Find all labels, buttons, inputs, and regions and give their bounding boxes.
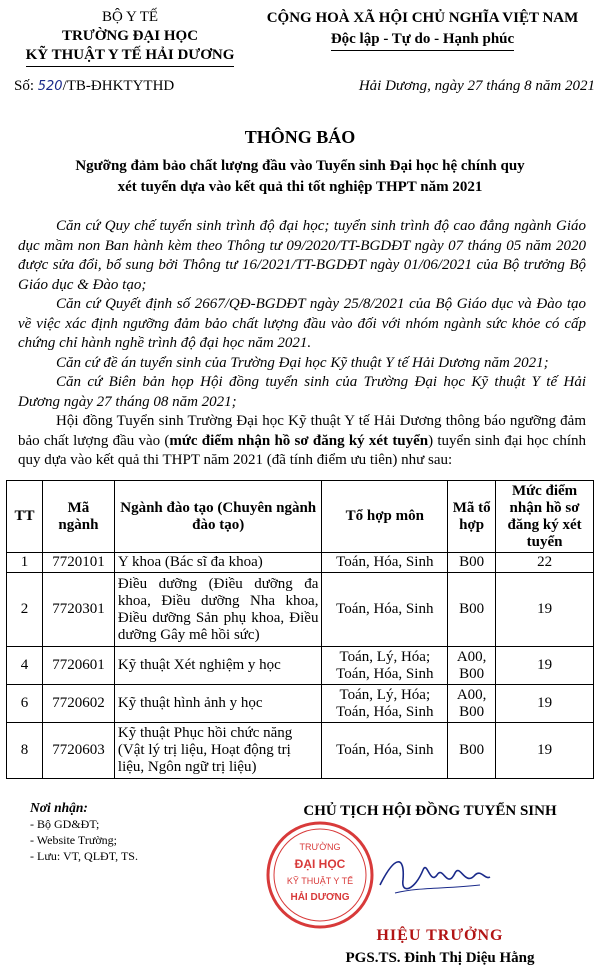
- recipient-item: - Website Trường;: [30, 833, 118, 847]
- cell-combo: Toán, Hóa, Sinh: [322, 573, 448, 647]
- ministry-name: BỘ Y TẾ: [101, 9, 159, 25]
- cell-score: 19: [496, 573, 594, 647]
- cell-score: 22: [496, 553, 594, 573]
- document-subtitle: [30, 156, 570, 198]
- announcement-text-bold: mức điểm nhận hồ sơ đăng ký xét tuyển: [169, 432, 429, 449]
- table-row: [7, 553, 594, 573]
- table-row: [7, 723, 594, 779]
- national-motto: Độc lập - Tự do - Hạnh phúc: [331, 29, 514, 51]
- national-heading: [245, 8, 600, 51]
- cell-code: 7720301: [42, 573, 114, 647]
- republic-name: CỘNG HOÀ XÃ HỘI CHỦ NGHĨA VIỆT NAM: [266, 10, 579, 26]
- signer-role: HIỆU TRƯỞNG: [376, 927, 504, 944]
- cell-major: Điều dưỡng (Điều dưỡng đa khoa, Điều dưỡng Nha khoa, Điều dưỡng Sản phụ khoa, Điều dưỡng Gây mê hồi sức): [114, 573, 322, 647]
- cell-major: Kỹ thuật hình ảnh y học: [114, 685, 322, 723]
- place-date: Hải Dương, ngày 27 tháng 8 năm 2021: [358, 78, 595, 94]
- cell-tt: 4: [7, 647, 43, 685]
- cell-score: 19: [496, 647, 594, 685]
- table-row: [7, 647, 594, 685]
- cell-combo: Toán, Lý, Hóa; Toán, Hóa, Sinh: [322, 647, 448, 685]
- announcement-paragraph: [18, 412, 586, 471]
- cell-major: Kỹ thuật Xét nghiệm y học: [114, 647, 322, 685]
- document-number-suffix: /TB-ĐHKTYTHD: [62, 78, 175, 94]
- recipients-block: [30, 800, 260, 864]
- cell-combo-code: A00, B00: [448, 647, 496, 685]
- table-header-row: [7, 481, 594, 553]
- header-major: Ngành đào tạo (Chuyên ngành đào tạo): [114, 481, 322, 553]
- cell-combo-code: B00: [448, 573, 496, 647]
- chair-title: CHỦ TỊCH HỘI ĐỒNG TUYỂN SINH: [303, 803, 557, 819]
- document-body: [18, 217, 586, 471]
- cell-combo: Toán, Hóa, Sinh: [322, 723, 448, 779]
- cell-code: 7720603: [42, 723, 114, 779]
- cell-combo-code: A00, B00: [448, 685, 496, 723]
- cell-code: 7720101: [42, 553, 114, 573]
- header-combo: Tổ hợp môn: [322, 481, 448, 553]
- cell-score: 19: [496, 685, 594, 723]
- document-number-prefix: Số:: [14, 78, 38, 94]
- recipients-heading: Nơi nhận:: [30, 800, 88, 815]
- cell-code: 7720602: [42, 685, 114, 723]
- signer-name: PGS.TS. Đinh Thị Diệu Hằng: [345, 950, 535, 966]
- header-tt: TT: [7, 481, 43, 553]
- document-number: [14, 78, 174, 95]
- seal-text-1: TRƯỜNG: [299, 842, 341, 852]
- signature-icon: [375, 845, 495, 905]
- university-name-line2: KỸ THUẬT Y TẾ HẢI DƯƠNG: [26, 46, 235, 67]
- cell-major: Kỹ thuật Phục hồi chức năng (Vật lý trị liệu, Hoạt động trị liệu, Ngôn ngữ trị liệu): [114, 723, 322, 779]
- cell-tt: 1: [7, 553, 43, 573]
- subtitle-line-2: xét tuyển dựa vào kết quả thi tốt nghiệp THPT năm 2021: [117, 179, 483, 195]
- header-combo-code: Mã tổ hợp: [448, 481, 496, 553]
- document-title: THÔNG BÁO: [244, 127, 356, 147]
- cell-code: 7720601: [42, 647, 114, 685]
- table-row: [7, 685, 594, 723]
- university-name-line1: TRƯỜNG ĐẠI HỌC: [61, 28, 199, 44]
- cell-tt: 2: [7, 573, 43, 647]
- cell-major: Y khoa (Bác sĩ đa khoa): [114, 553, 322, 573]
- announcement-text-b: ) tuyển sinh đại học chính quy dựa vào kết quả thi THPT năm 2021 (đã tính điểm ưu tiên) như sau:: [18, 432, 586, 468]
- recipient-item: - Bộ GD&ĐT;: [30, 817, 100, 831]
- basis-paragraph-2: Căn cứ Quyết định số 2667/QĐ-BGDĐT ngày 25/8/2021 của Bộ Giáo dục và Đào tạo về việc xác định ngưỡng đảm bảo chất lượng đầu vào đối với nhóm ngành sức khỏe có cấp chứng chỉ hành nghề trình độ đại học năm 2021.: [18, 296, 586, 351]
- seal-text-3: KỸ THUẬT Y TẾ: [286, 876, 354, 886]
- threshold-table: [6, 480, 594, 779]
- seal-text-4: HẢI DƯƠNG: [290, 892, 350, 903]
- subtitle-line-1: Ngưỡng đảm bảo chất lượng đầu vào Tuyển sinh Đại học hệ chính quy: [75, 158, 525, 174]
- header-score: Mức điểm nhận hồ sơ đăng ký xét tuyển: [496, 481, 594, 553]
- basis-paragraph-4: Căn cứ Biên bản họp Hội đồng tuyển sinh của Trường Đại học Kỹ thuật Y tế Hải Dương ngày 27 tháng 08 năm 2021;: [18, 374, 586, 410]
- basis-paragraph-3: Căn cứ đề án tuyển sinh của Trường Đại học Kỹ thuật Y tế Hải Dương năm 2021;: [56, 354, 549, 371]
- cell-score: 19: [496, 723, 594, 779]
- official-seal: [265, 820, 375, 930]
- cell-combo: Toán, Hóa, Sinh: [322, 553, 448, 573]
- basis-paragraph-1: Căn cứ Quy chế tuyển sinh trình độ đại học; tuyển sinh trình độ cao đẳng ngành Giáo dục mầm non Ban hành kèm theo Thông tư 09/2020/TT-BGDĐT ngày 07 tháng 05 năm 2020 được sửa đổi, bổ sung bởi Thông tư 16/2021/TT-BGDĐT ngày 01/06/2021 của Bộ trưởng Bộ Giáo dục & Đào tạo;: [18, 218, 586, 293]
- announcement-text-a: Hội đồng Tuyển sinh Trường Đại học Kỹ thuật Y tế Hải Dương thông báo ngưỡng đảm bảo chất lượng đầu vào (: [18, 413, 586, 449]
- document-number-handwritten: 520: [37, 79, 63, 94]
- recipient-item: - Lưu: VT, QLĐT, TS.: [30, 849, 138, 863]
- issuer-block: [10, 8, 250, 67]
- table-row: [7, 573, 594, 647]
- cell-combo-code: B00: [448, 553, 496, 573]
- cell-combo-code: B00: [448, 723, 496, 779]
- seal-text-2: ĐẠI HỌC: [294, 857, 346, 871]
- cell-tt: 6: [7, 685, 43, 723]
- header-code: Mã ngành: [42, 481, 114, 553]
- cell-tt: 8: [7, 723, 43, 779]
- cell-combo: Toán, Lý, Hóa; Toán, Hóa, Sinh: [322, 685, 448, 723]
